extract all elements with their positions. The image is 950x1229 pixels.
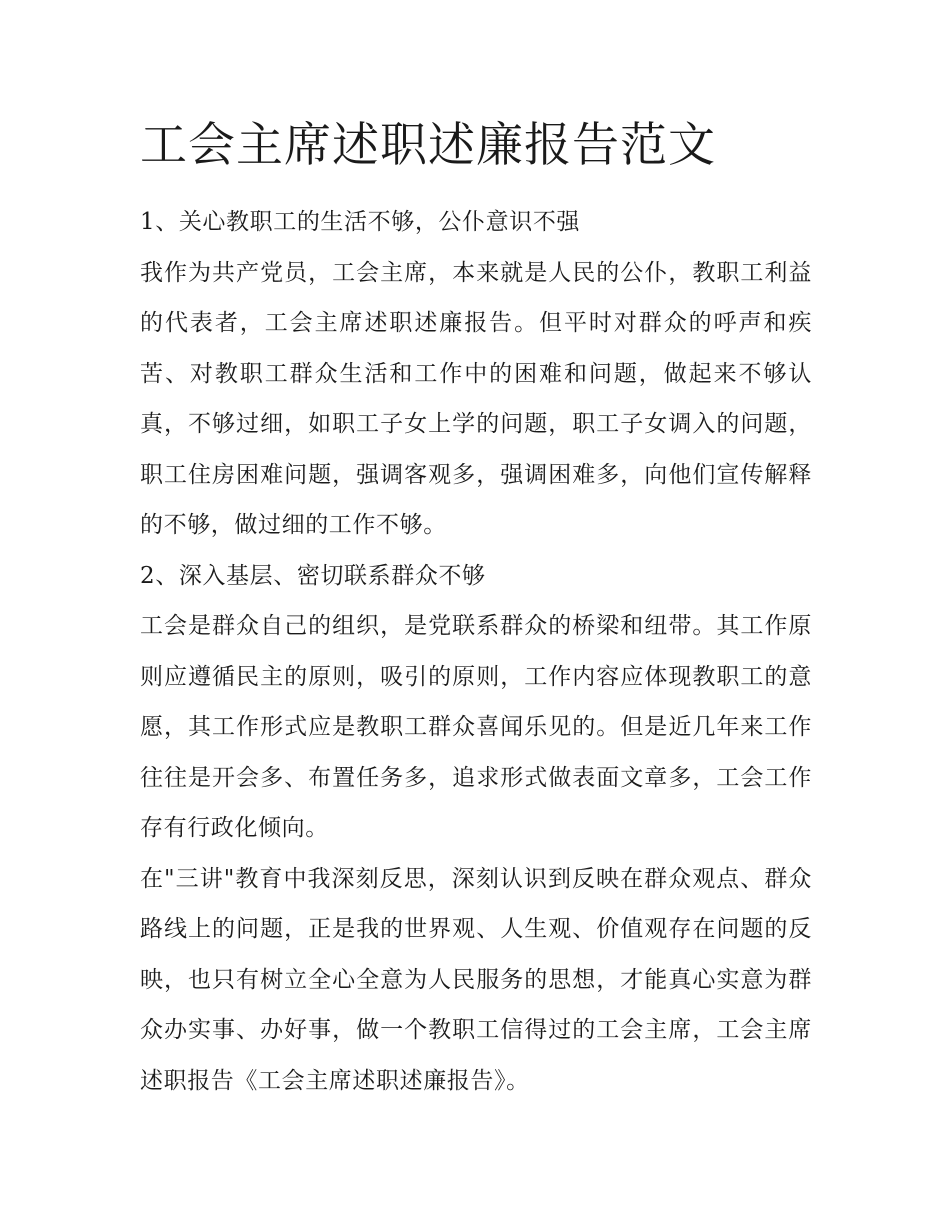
section-heading-2: 2、深入基层、密切联系群众不够: [140, 562, 486, 589]
document-title: 工会主席述职述廉报告范文: [140, 118, 716, 173]
document-body: [140, 197, 812, 1106]
paragraph-2: 工会是群众自己的组织，是党联系群众的桥梁和纽带。其工作原则应遵循民主的原则，吸引的原则，工作内容应体现教职工的意愿，其工作形式应是教职工群众喜闻乐见的。但是近几年来工作往往是开会多、布置任务多，追求形式做表面文章多，工会工作存有行政化倾向。: [140, 613, 812, 841]
paragraph-1: 我作为共产党员，工会主席，本来就是人民的公仆，教职工利益的代表者，工会主席述职述廉报告。但平时对群众的呼声和疾苦、对教职工群众生活和工作中的困难和问题，做起来不够认真，不够过细，如职工子女上学的问题，职工子女调入的问题，职工住房困难问题，强调客观多，强调困难多，向他们宣传解释的不够，做过细的工作不够。: [140, 259, 812, 538]
section-heading-1: 1、关心教职工的生活不够，公仆意识不强: [140, 209, 581, 235]
paragraph-3: 在"三讲"教育中我深刻反思，深刻认识到反映在群众观点、群众路线上的问题，正是我的世界观、人生观、价值观存在问题的反映，也只有树立全心全意为人民服务的思想，才能真心实意为群众办实事、办好事，做一个教职工信得过的工会主席，工会主席述职报告《工会主席述职述廉报告》。: [140, 865, 812, 1094]
